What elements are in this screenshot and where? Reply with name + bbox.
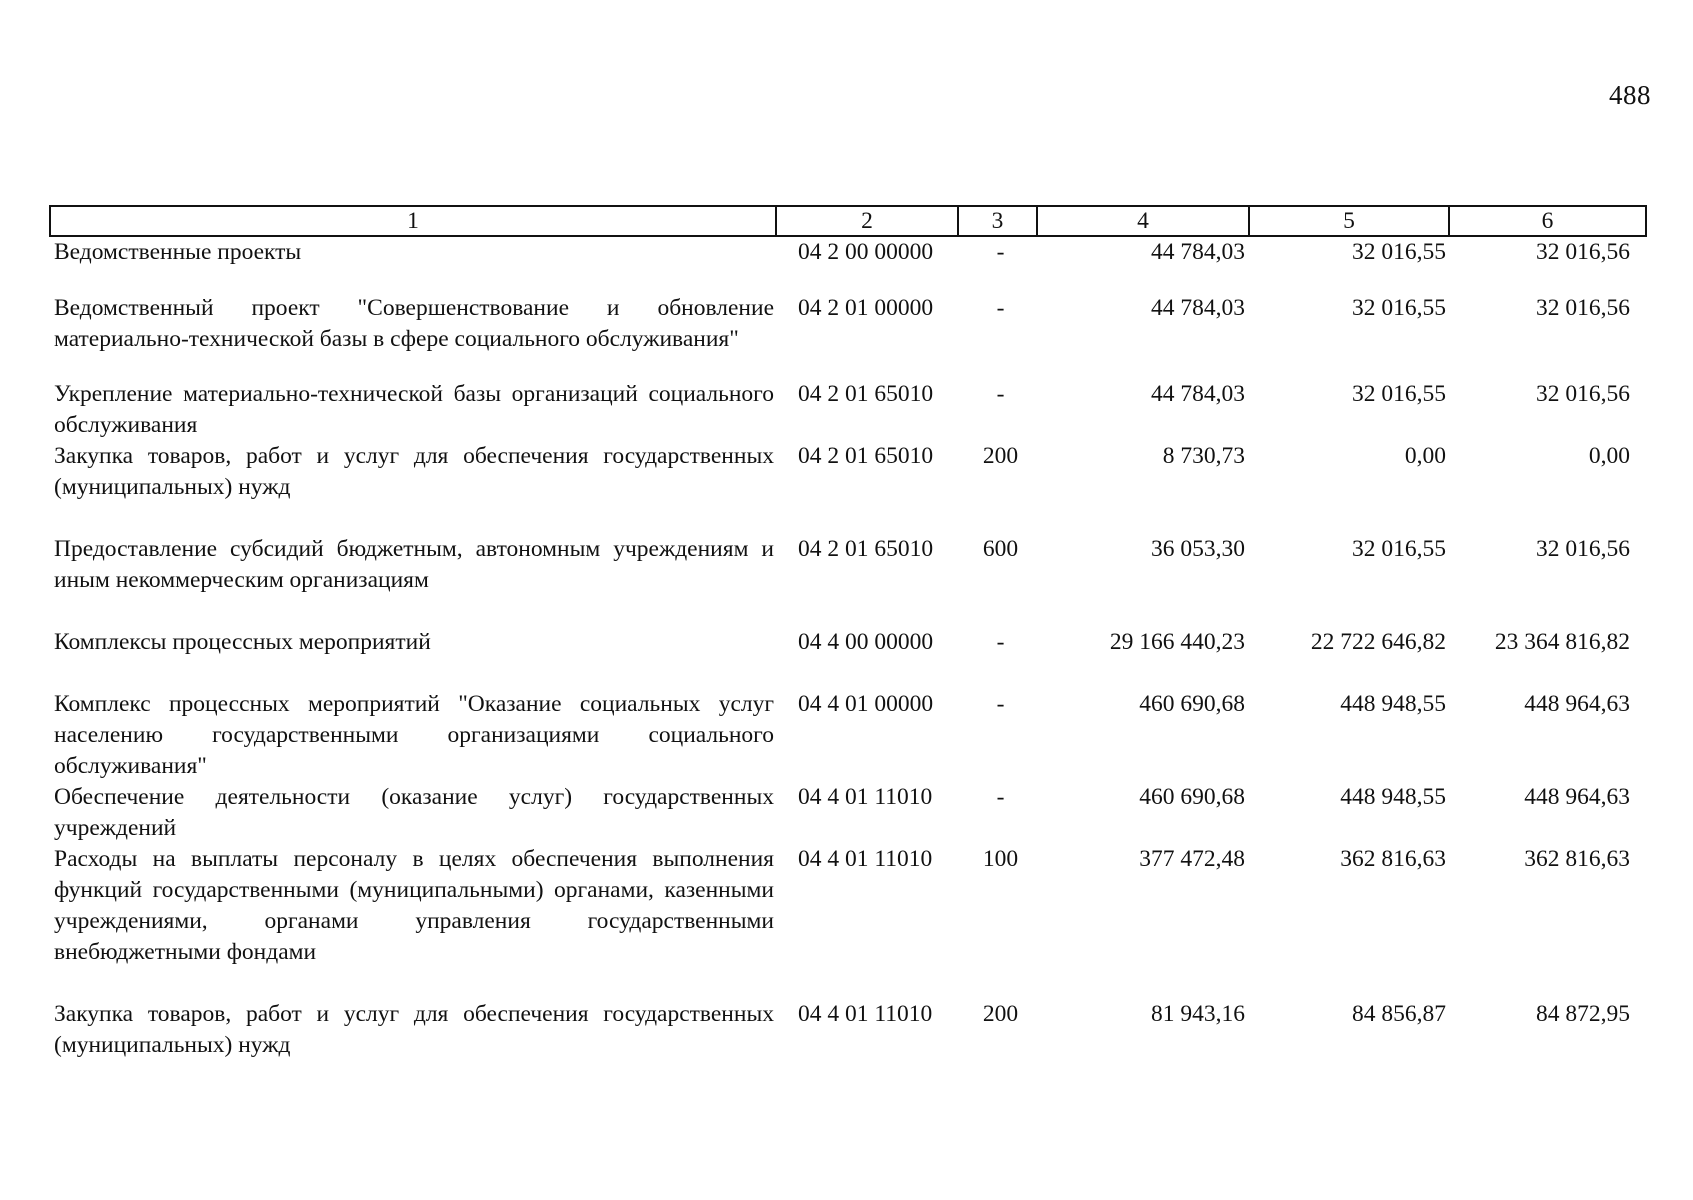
row-expense-type: - bbox=[996, 691, 1005, 717]
table-row bbox=[50, 627, 1646, 689]
row-code: 04 2 01 65010 bbox=[798, 536, 934, 562]
row-value-col4: 44 784,03 bbox=[1151, 381, 1245, 407]
row-value-col6: 32 016,56 bbox=[1536, 239, 1630, 265]
row-value-col4: 44 784,03 bbox=[1151, 239, 1245, 265]
row-value-col6: 0,00 bbox=[1588, 443, 1630, 469]
row-code: 04 2 00 00000 bbox=[798, 239, 934, 265]
row-value-col6: 448 964,63 bbox=[1524, 691, 1630, 717]
row-value-col5: 448 948,55 bbox=[1340, 784, 1446, 810]
row-expense-type: - bbox=[996, 295, 1005, 321]
column-header-4: 4 bbox=[1037, 206, 1249, 236]
row-expense-type: - bbox=[996, 239, 1005, 265]
table-row bbox=[50, 534, 1646, 627]
table-row bbox=[50, 689, 1646, 782]
row-name: Ведомственный проект "Совершенствование и обновление материально-технической базы в сфере социального обслуживания" bbox=[54, 295, 774, 352]
row-name: Укрепление материально-технической базы организаций социального обслуживания bbox=[54, 381, 774, 438]
row-expense-type: 200 bbox=[982, 443, 1019, 469]
table-row bbox=[50, 999, 1646, 1061]
row-value-col6: 448 964,63 bbox=[1524, 784, 1630, 810]
row-code: 04 4 01 11010 bbox=[798, 1001, 933, 1027]
row-value-col5: 22 722 646,82 bbox=[1310, 629, 1446, 655]
row-value-col5: 448 948,55 bbox=[1340, 691, 1446, 717]
row-name: Комплексы процессных мероприятий bbox=[54, 629, 431, 655]
row-code: 04 4 01 11010 bbox=[798, 846, 933, 872]
row-value-col6: 32 016,56 bbox=[1536, 381, 1630, 407]
row-value-col5: 0,00 bbox=[1404, 443, 1446, 469]
row-name: Обеспечение деятельности (оказание услуг) государственных учреждений bbox=[54, 784, 774, 841]
row-code: 04 2 01 00000 bbox=[798, 295, 934, 321]
row-value-col4: 81 943,16 bbox=[1151, 1001, 1245, 1027]
row-name: Ведомственные проекты bbox=[54, 239, 302, 265]
row-code: 04 4 00 00000 bbox=[798, 629, 934, 655]
row-code: 04 4 01 00000 bbox=[798, 691, 934, 717]
row-value-col4: 460 690,68 bbox=[1139, 784, 1245, 810]
budget-table bbox=[49, 205, 1647, 1061]
row-expense-type: - bbox=[996, 381, 1005, 407]
table-row bbox=[50, 379, 1646, 441]
row-value-col6: 23 364 816,82 bbox=[1494, 629, 1630, 655]
row-value-col5: 32 016,55 bbox=[1352, 239, 1446, 265]
row-name: Предоставление субсидий бюджетным, автономным учреждениям и иным некоммерческим организациям bbox=[54, 536, 774, 593]
row-expense-type: - bbox=[996, 629, 1005, 655]
row-value-col5: 362 816,63 bbox=[1340, 846, 1446, 872]
row-value-col4: 36 053,30 bbox=[1151, 536, 1245, 562]
column-header-5: 5 bbox=[1249, 206, 1449, 236]
row-value-col4: 377 472,48 bbox=[1139, 846, 1245, 872]
row-value-col4: 44 784,03 bbox=[1151, 295, 1245, 321]
column-header-3: 3 bbox=[958, 206, 1037, 236]
column-header-2: 2 bbox=[776, 206, 958, 236]
row-value-col4: 29 166 440,23 bbox=[1109, 629, 1245, 655]
row-value-col5: 32 016,55 bbox=[1352, 381, 1446, 407]
table-row bbox=[50, 293, 1646, 379]
row-value-col5: 32 016,55 bbox=[1352, 295, 1446, 321]
row-expense-type: 200 bbox=[982, 1001, 1019, 1027]
row-name: Закупка товаров, работ и услуг для обеспечения государственных (муниципальных) нужд bbox=[54, 1001, 774, 1058]
row-expense-type: 600 bbox=[982, 536, 1019, 562]
table-row bbox=[50, 782, 1646, 844]
table-row bbox=[50, 236, 1646, 293]
column-header-1: 1 bbox=[50, 206, 776, 236]
page-number: 488 bbox=[1609, 80, 1651, 110]
row-code: 04 4 01 11010 bbox=[798, 784, 933, 810]
row-value-col6: 32 016,56 bbox=[1536, 536, 1630, 562]
table-row bbox=[50, 844, 1646, 999]
row-code: 04 2 01 65010 bbox=[798, 443, 934, 469]
row-name: Комплекс процессных мероприятий "Оказание социальных услуг населению государственными организациями социального обслуживания" bbox=[54, 691, 774, 779]
row-expense-type: - bbox=[996, 784, 1005, 810]
row-value-col4: 460 690,68 bbox=[1139, 691, 1245, 717]
row-value-col5: 84 856,87 bbox=[1352, 1001, 1446, 1027]
table-row bbox=[50, 441, 1646, 534]
column-header-6: 6 bbox=[1449, 206, 1646, 236]
row-value-col6: 362 816,63 bbox=[1524, 846, 1630, 872]
row-value-col6: 84 872,95 bbox=[1536, 1001, 1630, 1027]
row-name: Расходы на выплаты персоналу в целях обеспечения выполнения функций государственными (муниципальными) органами, казенными учреждениями, органами управления государственными внебюджетными фондами bbox=[54, 846, 774, 965]
table-header-row bbox=[50, 206, 1646, 236]
row-code: 04 2 01 65010 bbox=[798, 381, 934, 407]
row-name: Закупка товаров, работ и услуг для обеспечения государственных (муниципальных) нужд bbox=[54, 443, 774, 500]
row-value-col5: 32 016,55 bbox=[1352, 536, 1446, 562]
row-value-col4: 8 730,73 bbox=[1162, 443, 1245, 469]
row-expense-type: 100 bbox=[982, 846, 1019, 872]
row-value-col6: 32 016,56 bbox=[1536, 295, 1630, 321]
